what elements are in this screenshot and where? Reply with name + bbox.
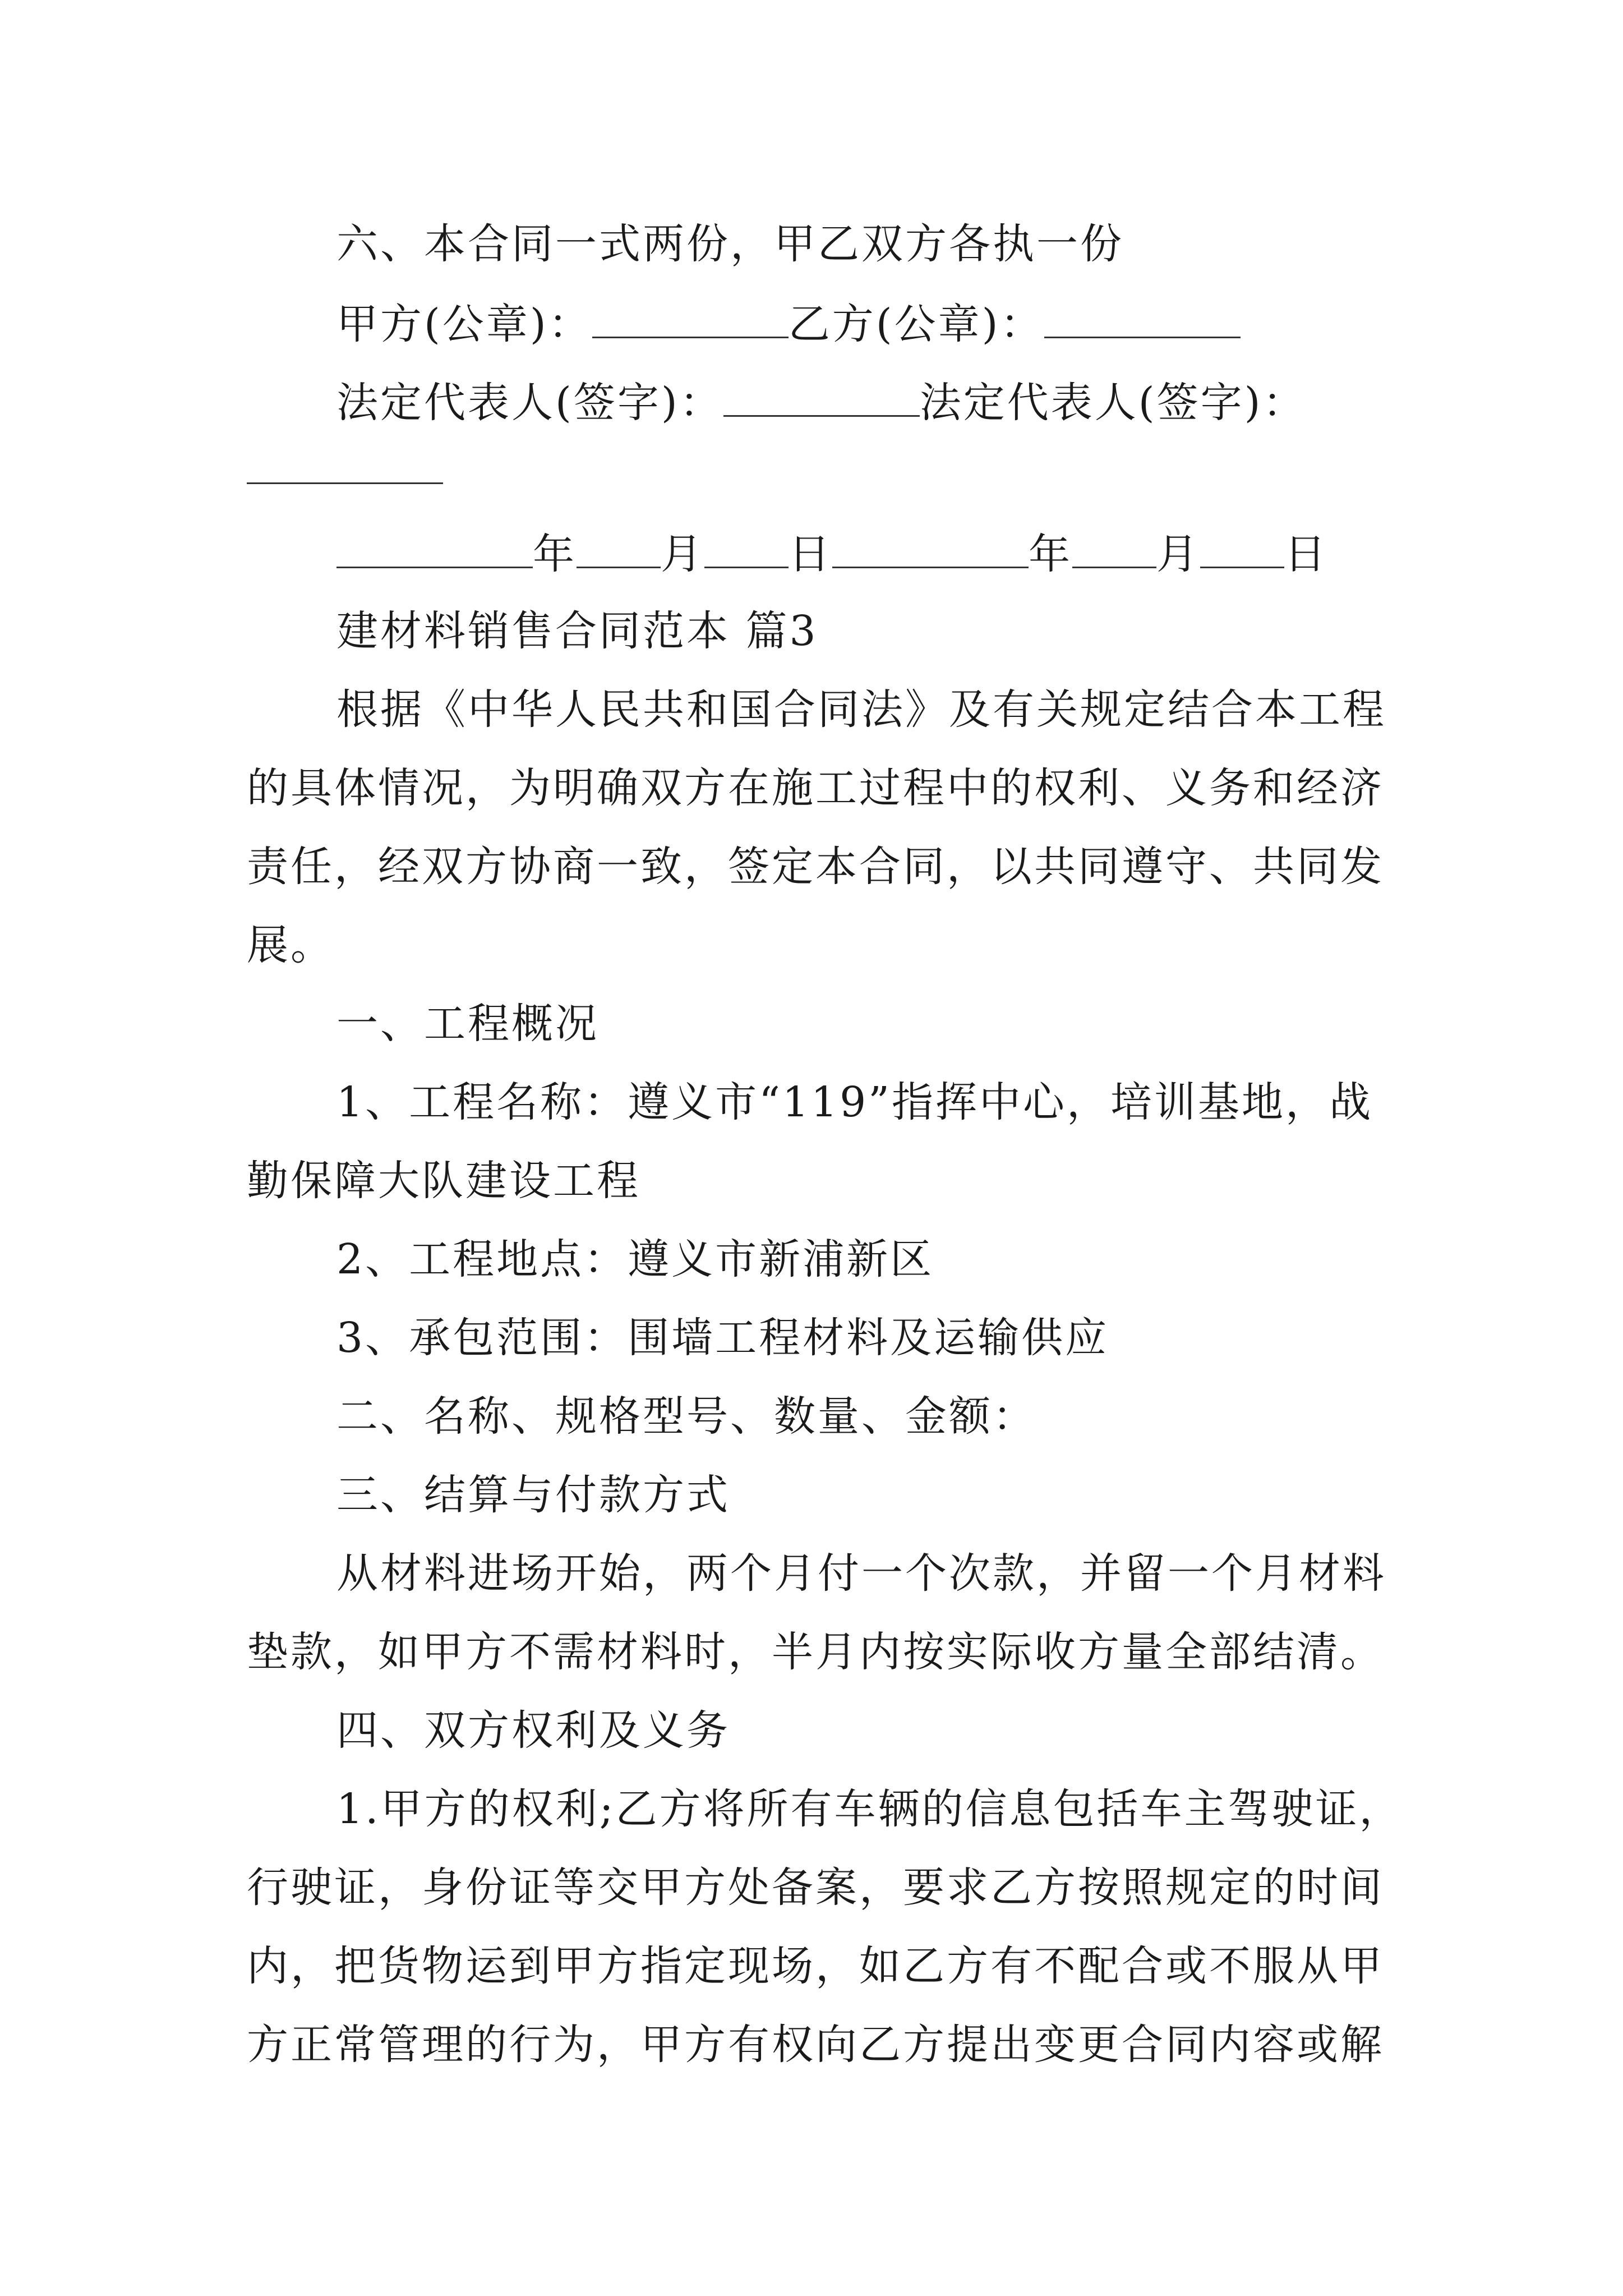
rights-line: 方正常管理的行为，甲方有权向乙方提出变更合同内容或解 xyxy=(247,2021,1384,2069)
heading-payment: 三、结算与付款方式 xyxy=(336,1471,730,1519)
party-a-month-label: 月 xyxy=(661,530,704,578)
rights-line: 内，把货物运到甲方指定现场，如乙方有不配合或不服从甲 xyxy=(247,1942,1384,1990)
party-b-month-label: 月 xyxy=(1156,530,1200,578)
party-b-day-blank xyxy=(1200,532,1284,568)
contract-scope: 3、承包范围：围墙工程材料及运输供应 xyxy=(336,1314,1109,1362)
intro-line: 责任，经双方协商一致，签定本合同，以共同遵守、共同发 xyxy=(247,843,1384,891)
party-a-month-blank xyxy=(577,532,661,568)
heading-specs: 二、名称、规格型号、数量、金额： xyxy=(336,1392,1036,1441)
party-b-year-blank xyxy=(832,532,1029,568)
intro-line: 根据《中华人民共和国合同法》及有关规定结合本工程 xyxy=(336,685,1386,734)
project-name-line: 勤保障大队建设工程 xyxy=(247,1157,640,1205)
project-location: 2、工程地点：遵义市新浦新区 xyxy=(336,1235,934,1283)
representative-line xyxy=(336,379,1307,427)
party-a-year-label: 年 xyxy=(533,530,577,578)
party-a-seal-label: 甲方(公章)： xyxy=(336,300,592,348)
party-b-seal-blank xyxy=(1044,302,1241,338)
party-a-year-blank xyxy=(336,532,533,568)
party-b-rep-blank xyxy=(247,482,443,484)
party-a-day-blank xyxy=(704,532,789,568)
party-b-month-blank xyxy=(1072,532,1156,568)
intro-line: 展。 xyxy=(247,921,334,969)
party-b-year-label: 年 xyxy=(1029,530,1072,578)
intro-line: 的具体情况，为明确双方在施工过程中的权利、义务和经济 xyxy=(247,764,1384,812)
party-a-seal-blank xyxy=(592,302,789,338)
party-b-seal-label: 乙方(公章)： xyxy=(788,300,1044,348)
party-b-day-label: 日 xyxy=(1284,530,1328,578)
section-title: 建材料销售合同范本 篇3 xyxy=(336,607,818,655)
heading-project-overview: 一、工程概况 xyxy=(336,1000,599,1048)
party-a-rep-blank xyxy=(723,380,920,417)
item-six: 六、本合同一式两份，甲乙双方各执一份 xyxy=(336,220,1124,268)
heading-rights: 四、双方权利及义务 xyxy=(336,1706,730,1755)
project-name-line: 1、工程名称：遵义市“119”指挥中心，培训基地，战 xyxy=(336,1078,1373,1126)
party-b-rep-label: 法定代表人(签字)： xyxy=(919,379,1307,427)
date-line xyxy=(336,530,1328,578)
payment-line: 从材料进场开始，两个月付一个次款，并留一个月材料 xyxy=(336,1549,1386,1598)
payment-line: 垫款，如甲方不需材料时，半月内按实际收方量全部结清。 xyxy=(247,1628,1384,1676)
party-a-rep-label: 法定代表人(签字)： xyxy=(336,379,723,427)
rights-line: 行驶证，身份证等交甲方处备案，要求乙方按照规定的时间 xyxy=(247,1864,1384,1912)
party-a-day-label: 日 xyxy=(789,530,832,578)
rights-line: 1.甲方的权利;乙方将所有车辆的信息包括车主驾驶证， xyxy=(336,1785,1403,1833)
seal-line xyxy=(336,300,1241,348)
